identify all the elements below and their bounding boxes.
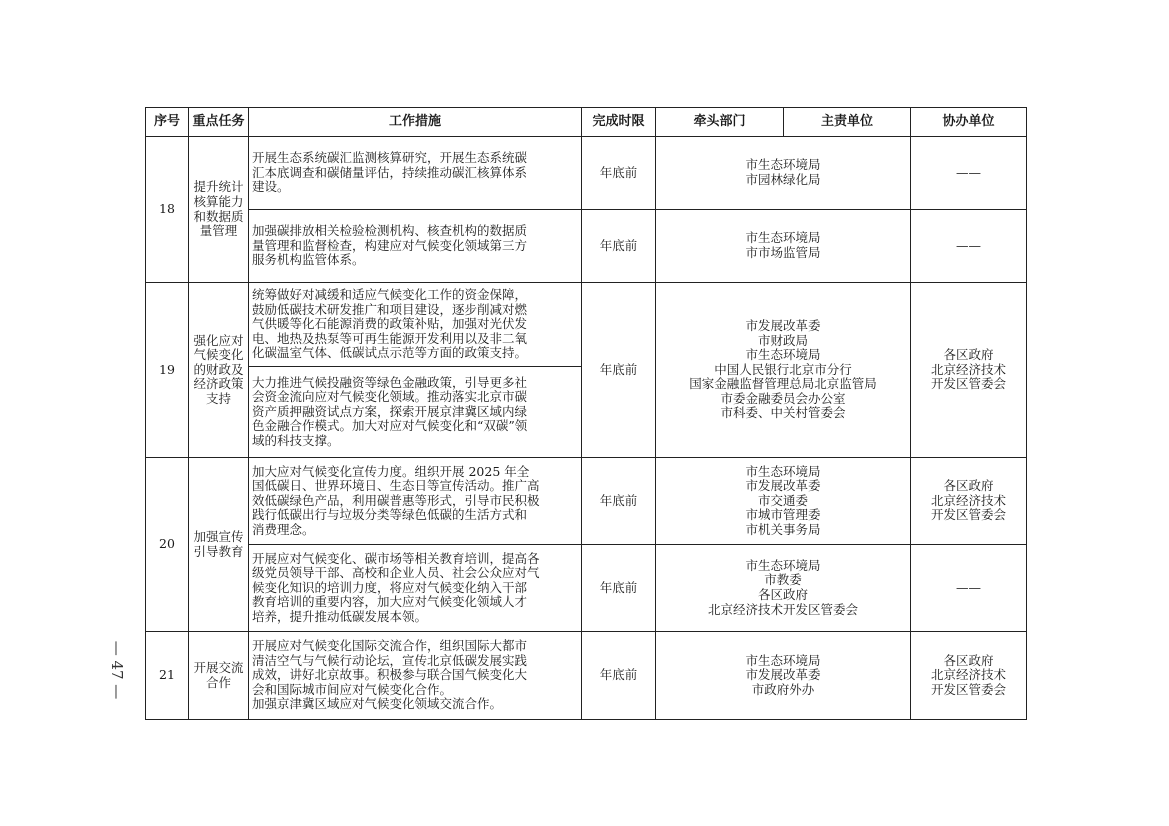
measure-line: 加大应对气候变化宣传力度。组织开展 2025 年全	[252, 463, 530, 479]
assist-line: 开发区管委会	[930, 681, 1006, 697]
task-cell	[189, 458, 249, 632]
lead-line: 市委金融委员会办公室	[720, 390, 846, 406]
assist-line: 各区政府	[943, 478, 994, 494]
assist-line: 各区政府	[943, 347, 994, 363]
measures-cell	[249, 458, 582, 545]
lead-line: 市生态环境局	[745, 652, 821, 668]
lead-line: 市发展改革委	[745, 478, 821, 494]
task-line: 合作	[205, 674, 231, 690]
measure-line: 成效，讲好北京故事。积极参与联合国气候变化大	[252, 667, 528, 683]
task-cell	[189, 632, 249, 720]
measure-line: 开展应对气候变化国际交流合作，组织国际大都市	[252, 638, 528, 654]
measure-line: 培养，提升推动低碳发展本领。	[252, 608, 428, 624]
row-no: 18	[146, 137, 189, 283]
task-line: 的财政及	[193, 361, 244, 377]
assist-line: 各区政府	[943, 652, 994, 668]
measure-line: 清洁空气与气候行动论坛，宣传北京低碳发展实践	[252, 652, 528, 668]
measure-line: 气供暖等化石能源消费的政策补贴，加强对光伏发	[252, 316, 528, 332]
assist-cell	[911, 283, 1027, 458]
measure-line: 践行低碳出行与垃圾分类等绿色低碳的生活方式和	[252, 507, 528, 523]
table-row	[146, 210, 1027, 283]
lead-line: 市发展改革委	[745, 317, 821, 333]
lead-line: 市交通委	[757, 492, 808, 508]
header-no: 序号	[146, 108, 189, 137]
measure-line: 候变化知识的培训力度，将应对气候变化纳入干部	[252, 579, 528, 595]
lead-line: 市生态环境局	[745, 347, 821, 363]
measures-cell	[249, 632, 582, 720]
deadline-cell: 年底前	[582, 210, 656, 283]
lead-line: 市科委、中关村管委会	[720, 405, 846, 421]
measure-line: 国低碳日、世界环境日、生态日等宣传活动。推广高	[252, 478, 540, 494]
task-line: 和数据质	[193, 208, 244, 224]
lead-line: 市机关事务局	[745, 521, 821, 537]
task-line: 气候变化	[193, 347, 244, 363]
measure-line: 域的科技支撑。	[252, 432, 340, 448]
lead-line: 市生态环境局	[745, 557, 821, 573]
lead-line: 市发展改革委	[745, 667, 821, 683]
lead-line: 市园林绿化局	[745, 172, 821, 187]
measure-line: 统筹做好对减缓和适应气候变化工作的资金保障，	[252, 287, 528, 303]
measure-line: 量管理和监督检查，构建应对气候变化领域第三方	[252, 237, 528, 253]
task-line: 开展交流	[193, 659, 244, 675]
deadline-cell: 年底前	[582, 632, 656, 720]
header-assist: 协办单位	[911, 108, 1027, 137]
measure-line: 开展生态系统碳汇监测核算研究，开展生态系统碳	[252, 150, 528, 166]
deadline-cell: 年底前	[582, 545, 656, 632]
table-row	[146, 137, 1027, 210]
assist-line: 北京经济技术	[930, 361, 1006, 377]
lead-line: 市财政局	[757, 332, 808, 348]
measure-line: 会资金流向应对气候变化领域。推动落实北京市碳	[252, 389, 528, 405]
page-number-text: — 47 —	[108, 640, 126, 700]
task-cell	[189, 137, 249, 283]
assist-cell	[911, 632, 1027, 720]
task-cell	[189, 283, 249, 458]
task-line: 经济政策	[193, 376, 244, 392]
assist-line: 北京经济技术	[930, 492, 1006, 508]
row-no: 21	[146, 632, 189, 720]
deadline-cell: 年底前	[582, 458, 656, 545]
lead-line: 市教委	[764, 572, 802, 588]
lead-cell	[656, 283, 911, 458]
measure-line: 会和国际城市间应对气候变化合作。	[252, 681, 453, 697]
header-task: 重点任务	[189, 108, 249, 137]
assist-cell: ——	[911, 545, 1027, 632]
measure-line: 效低碳绿色产品，利用碳普惠等形式，引导市民积极	[252, 492, 540, 508]
header-deadline: 完成时限	[582, 108, 656, 137]
task-line: 强化应对	[193, 332, 244, 348]
lead-line: 市市场监管局	[745, 245, 821, 260]
task-line: 引导教育	[193, 543, 244, 559]
table-row	[146, 458, 1027, 545]
lead-line: 市政府外办	[751, 681, 815, 697]
measure-line: 鼓励低碳技术研发推广和项目建设，逐步削减对燃	[252, 301, 528, 317]
lead-line: 北京经济技术开发区管委会	[707, 601, 858, 617]
lead-cell	[656, 210, 911, 283]
assist-line: 开发区管委会	[930, 507, 1006, 523]
assist-line: 北京经济技术	[930, 667, 1006, 683]
header-main-unit: 主责单位	[784, 108, 911, 137]
measure-line: 电、地热及热泵等可再生能源开发利用以及非二氧	[252, 330, 528, 346]
task-line: 核算能力	[193, 193, 244, 209]
measure-line: 化碳温室气体、低碳试点示范等方面的政策支持。	[252, 345, 528, 361]
lead-cell	[656, 137, 911, 210]
task-line: 加强宣传	[193, 528, 244, 544]
measure-line: 加强碳排放相关检验检测机构、核查机构的数据质	[252, 223, 528, 239]
measure-line: 建设。	[252, 179, 290, 195]
header-measures: 工作措施	[249, 108, 582, 137]
lead-cell	[656, 545, 911, 632]
assist-line: 开发区管委会	[930, 376, 1006, 392]
measure-line: 加强京津冀区域应对气候变化领域交流合作。	[252, 696, 503, 712]
deadline-cell: 年底前	[582, 283, 656, 458]
measure-line: 开展应对气候变化、碳市场等相关教育培训，提高各	[252, 550, 540, 566]
task-line: 支持	[205, 390, 231, 406]
task-line: 提升统计	[193, 179, 244, 195]
measure-line: 服务机构监管体系。	[252, 252, 365, 268]
table-row	[146, 283, 1027, 367]
lead-line: 中国人民银行北京市分行	[714, 361, 852, 377]
measures-cell	[249, 367, 582, 458]
header-lead-dept: 牵头部门	[656, 108, 784, 137]
assist-cell: ——	[911, 210, 1027, 283]
measure-line: 消费理念。	[252, 521, 315, 537]
lead-line: 市城市管理委	[745, 507, 821, 523]
measures-cell	[249, 545, 582, 632]
measure-line: 教育培训的重要内容，加大应对气候变化领域人才	[252, 594, 528, 610]
assist-cell: ——	[911, 137, 1027, 210]
lead-line: 国家金融监督管理总局北京监管局	[689, 376, 877, 392]
lead-line: 各区政府	[757, 587, 808, 602]
page-number	[107, 610, 127, 730]
header-row	[146, 108, 1027, 137]
row-no: 20	[146, 458, 189, 632]
measure-line: 汇本底调查和碳储量评估，持续推动碳汇核算体系	[252, 164, 528, 180]
measures-cell	[249, 210, 582, 283]
lead-line: 市生态环境局	[745, 230, 821, 246]
table-row	[146, 545, 1027, 632]
row-no: 19	[146, 283, 189, 458]
deadline-cell: 年底前	[582, 137, 656, 210]
task-line: 量管理	[199, 223, 238, 239]
lead-line: 市生态环境局	[745, 463, 821, 479]
lead-cell	[656, 458, 911, 545]
measure-line: 大力推进气候投融资等绿色金融政策，引导更多社	[252, 374, 528, 390]
measures-cell	[249, 137, 582, 210]
measure-line: 资产质押融资试点方案，探索开展京津冀区域内绿	[252, 403, 528, 419]
measure-line: 色金融合作模式。加大对应对气候变化和“双碳”领	[252, 418, 528, 434]
lead-line: 市生态环境局	[745, 157, 821, 173]
assist-cell	[911, 458, 1027, 545]
task-table	[145, 107, 1027, 720]
measure-line: 级党员领导干部、高校和企业人员、社会公众应对气	[252, 565, 540, 581]
lead-cell	[656, 632, 911, 720]
measures-cell	[249, 283, 582, 367]
table-row	[146, 632, 1027, 720]
